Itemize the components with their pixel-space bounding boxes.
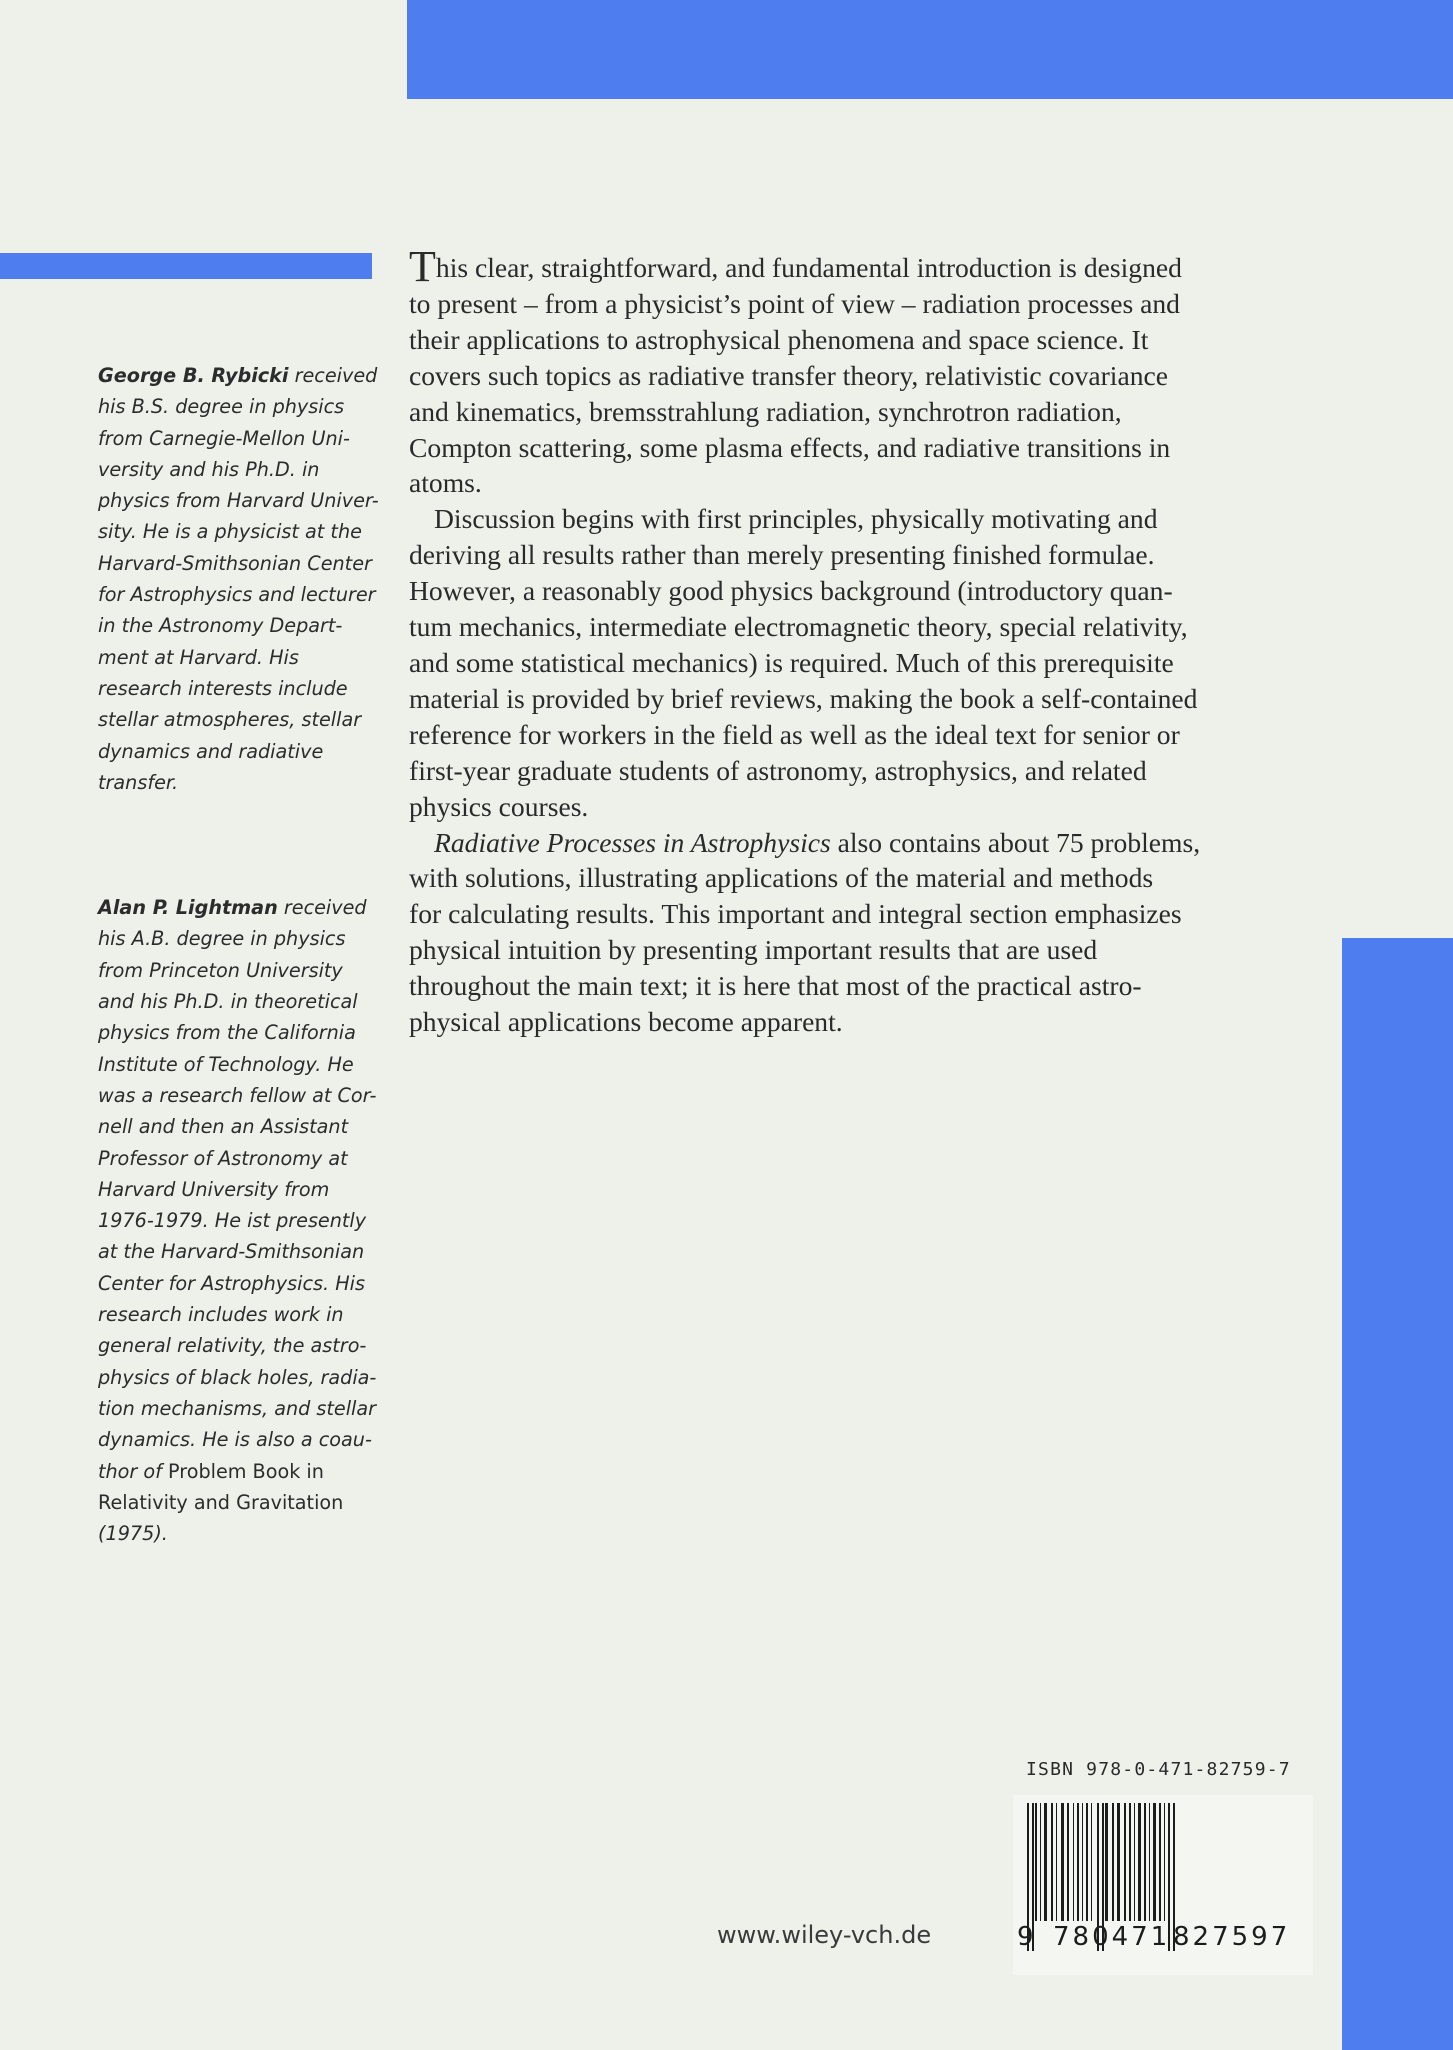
bio-line: [98, 1049, 378, 1080]
bio-line: [98, 892, 378, 923]
book-title: Problem Book in: [161, 1459, 324, 1483]
bio-line: [98, 767, 378, 798]
bio-line: [98, 1456, 378, 1487]
text-line: [409, 465, 1309, 501]
barcode-bar: [1138, 1803, 1141, 1921]
line-text: atoms.: [409, 467, 482, 499]
bio-line: [98, 516, 378, 547]
barcode-bar: [1117, 1803, 1120, 1921]
bio-text: transfer.: [98, 770, 179, 794]
bio-line: [98, 610, 378, 641]
barcode-bar: [1153, 1803, 1156, 1921]
barcode-bar: [1082, 1803, 1083, 1921]
bio-line: [98, 923, 378, 954]
text-line: [409, 286, 1309, 322]
bio-text: general relativity, the astro-: [98, 1334, 367, 1358]
barcode-bar: [1067, 1803, 1069, 1921]
bio-text: Professor of Astronomy at: [98, 1146, 348, 1170]
bio-line: [98, 1393, 378, 1424]
top-blue-bar: [407, 0, 1453, 99]
barcode-bar: [1112, 1803, 1114, 1921]
description-paragraph-3: [409, 825, 1309, 1040]
book-title: Relativity and Gravitation: [98, 1490, 344, 1514]
line-text: and kinematics, bremsstrahlung radiation, synchrotron radiation,: [409, 395, 1122, 427]
bio-text: Center for Astrophysics. His: [98, 1271, 365, 1295]
bio-line: [98, 704, 378, 735]
bio-line: [98, 454, 378, 485]
text-line: [409, 242, 1309, 291]
bio-line: [98, 360, 378, 391]
bio-text: received: [277, 896, 367, 920]
bio-lightman: [98, 892, 378, 1549]
text-line: throughout the main text; it is here that most of the practical astro-: [409, 970, 1142, 1002]
bio-line: [98, 391, 378, 422]
bio-line: [98, 548, 378, 579]
barcode-bar: [1056, 1803, 1057, 1921]
bio-text: received: [288, 364, 378, 387]
line-text: also contains about 75 problems,: [830, 826, 1201, 858]
bio-text: nell and then an Assistant: [98, 1115, 349, 1139]
barcode-bar: [1061, 1803, 1064, 1921]
text-line: physical applications become apparent.: [409, 1006, 843, 1038]
text-line: reference for workers in the field as well as the ideal text for senior or: [409, 718, 1180, 750]
barcode: [1013, 1795, 1313, 1975]
bio-line: [98, 1268, 378, 1299]
barcode-bar: [1124, 1803, 1126, 1921]
author-name: George B. Rybicki: [98, 364, 289, 387]
bio-line: [98, 1362, 378, 1393]
text-line: However, a reasonably good physics background (introductory quan-: [409, 575, 1173, 607]
text-line: and some statistical mechanics) is required. Much of this prerequisite: [409, 646, 1174, 678]
barcode-bar: [1134, 1803, 1135, 1921]
barcode-bar: [1040, 1803, 1041, 1921]
bio-text: sity. He is a physicist at the: [98, 520, 362, 544]
bio-text: dynamics. He is also a coau-: [98, 1428, 372, 1452]
text-line: deriving all results rather than merely presenting finished formulae.: [409, 539, 1155, 571]
drop-cap: T: [409, 242, 436, 291]
line-text: his clear, straightforward, and fundamental introduction is designed: [435, 252, 1182, 283]
bio-text: for Astrophysics and lecturer: [98, 583, 376, 607]
bio-text: physics from the California: [98, 1021, 356, 1045]
bio-text: Harvard University from: [98, 1177, 330, 1201]
bio-rybicki: [98, 360, 378, 798]
author-name: Alan P. Lightman: [98, 896, 278, 920]
text-line: with solutions, illustrating applications of the material and methods: [409, 862, 1154, 894]
bio-line: [98, 1080, 378, 1111]
bio-text: stellar atmospheres, stellar: [98, 708, 362, 732]
bio-text: thor of: [98, 1459, 162, 1483]
text-line: first-year graduate students of astronomy, astrophysics, and related: [409, 754, 1147, 786]
bio-line: [98, 579, 378, 610]
text-line: [409, 358, 1309, 394]
text-line: physics courses.: [409, 790, 589, 822]
description-paragraph-1: [409, 242, 1309, 501]
bio-line: [98, 1205, 378, 1236]
bio-line: [98, 1487, 378, 1518]
bio-text: versity and his Ph.D. in: [98, 457, 320, 481]
bio-text: physics from Harvard Univer-: [98, 489, 379, 513]
barcode-bar: [1159, 1803, 1161, 1921]
text-line: [409, 394, 1309, 430]
isbn-label: ISBN 978-0-471-82759-7: [1026, 1759, 1291, 1780]
bio-text: and his Ph.D. in theoretical: [98, 990, 358, 1014]
barcode-digits: 780471: [1053, 1922, 1171, 1952]
line-text: to present – from a physicist’s point of view – radiation processes and: [409, 287, 1180, 319]
bio-text: ment at Harvard. His: [98, 645, 299, 669]
bio-line: [98, 1111, 378, 1142]
bio-line: [98, 423, 378, 454]
text-line: for calculating results. This important and integral section emphasizes: [409, 898, 1182, 930]
bio-line: [98, 1174, 378, 1205]
text-line: [409, 825, 1309, 861]
left-blue-bar: [0, 253, 372, 279]
bio-text: at the Harvard-Smithsonian: [98, 1240, 365, 1264]
publisher-url[interactable]: www.wiley-vch.de: [717, 1921, 932, 1949]
text-line: Discussion begins with first principles, physically motivating and: [434, 503, 1158, 535]
text-line: material is provided by brief reviews, making the book a self-contained: [409, 682, 1198, 714]
barcode-bar: [1073, 1803, 1074, 1921]
book-description: [409, 242, 1309, 1040]
bio-line: [98, 1518, 378, 1549]
bio-line: [98, 485, 378, 516]
barcode-bar: [1129, 1803, 1131, 1921]
barcode-graphic: [1013, 1795, 1313, 1975]
bio-text: from Princeton University: [98, 958, 343, 982]
description-paragraph-2: [409, 501, 1309, 824]
text-line: tum mechanics, intermediate electromagnetic theory, special relativity,: [409, 611, 1188, 643]
bio-text: physics of black holes, radia-: [98, 1365, 377, 1389]
barcode-bar: [1164, 1803, 1165, 1921]
author-bios: [98, 360, 378, 1549]
barcode-bar: [1105, 1803, 1108, 1921]
bio-text: dynamics and radiative: [98, 739, 324, 763]
bio-line: [98, 1424, 378, 1455]
text-line: physical intuition by presenting important results that are used: [409, 934, 1098, 966]
bio-text: 1976-1979. He ist presently: [98, 1209, 367, 1233]
barcode-bar: [1086, 1803, 1088, 1921]
bio-line: [98, 736, 378, 767]
line-text: covers such topics as radiative transfer theory, relativistic covariance: [409, 359, 1169, 391]
bio-text: tion mechanisms, and stellar: [98, 1396, 377, 1420]
barcode-digits: 9: [1017, 1922, 1037, 1952]
bio-line: [98, 673, 378, 704]
barcode-bar: [1077, 1803, 1079, 1921]
barcode-digits: 827597: [1173, 1922, 1291, 1952]
bio-text: Institute of Technology. He: [98, 1052, 354, 1076]
bio-text: Harvard-Smithsonian Center: [98, 551, 372, 575]
right-blue-bar: [1342, 938, 1453, 2050]
barcode-bar: [1091, 1803, 1092, 1921]
bio-line: [98, 642, 378, 673]
bio-text: research interests include: [98, 676, 348, 700]
bio-text: in the Astronomy Depart-: [98, 614, 343, 638]
bio-text: research includes work in: [98, 1303, 344, 1327]
bio-line: [98, 986, 378, 1017]
barcode-bar: [1035, 1803, 1037, 1921]
bio-line: [98, 955, 378, 986]
bio-text: his B.S. degree in physics: [98, 395, 345, 419]
barcode-bar: [1051, 1803, 1053, 1921]
barcode-bar: [1144, 1803, 1146, 1921]
line-text: their applications to astrophysical phenomena and space science. It: [409, 323, 1149, 355]
bio-line: [98, 1236, 378, 1267]
barcode-bar: [1149, 1803, 1150, 1921]
bio-text: from Carnegie-Mellon Uni-: [98, 426, 350, 450]
book-title: Radiative Processes in Astrophysics: [434, 826, 831, 858]
bio-text: was a research fellow at Cor-: [98, 1083, 377, 1107]
text-line: [409, 430, 1309, 466]
bio-text: his A.B. degree in physics: [98, 927, 346, 951]
bio-text: (1975).: [98, 1522, 168, 1546]
barcode-bar: [1044, 1803, 1047, 1921]
text-line: [409, 322, 1309, 358]
bio-line: [98, 1017, 378, 1048]
bio-line: [98, 1299, 378, 1330]
bio-line: [98, 1330, 378, 1361]
line-text: Compton scattering, some plasma effects, and radiative transitions in: [409, 431, 1171, 463]
bio-line: [98, 1143, 378, 1174]
